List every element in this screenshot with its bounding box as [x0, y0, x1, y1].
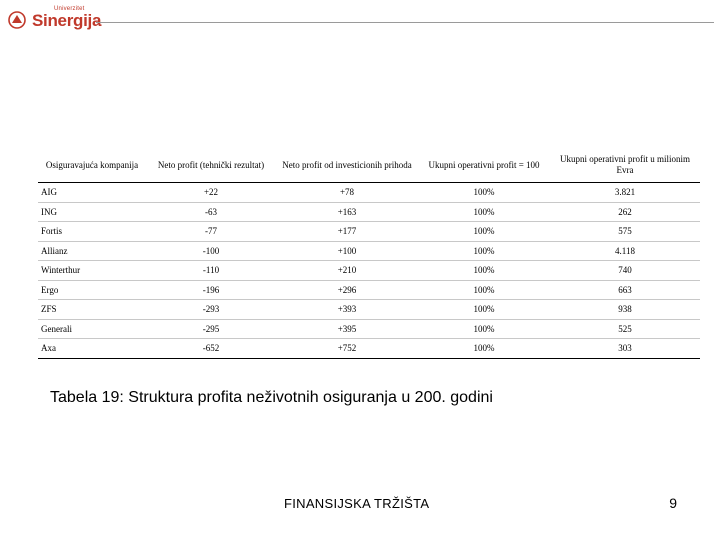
table-row [38, 202, 700, 222]
table-cell: 100% [418, 261, 550, 281]
table-cell: 100% [418, 241, 550, 261]
column-header: Neto profit od investicionih prihoda [276, 148, 418, 183]
table-cell: +296 [276, 280, 418, 300]
table-cell: +395 [276, 319, 418, 339]
table-cell: -295 [146, 319, 276, 339]
column-header: Osiguravajuća kompanija [38, 148, 146, 183]
table-row [38, 241, 700, 261]
table-cell: 100% [418, 339, 550, 359]
table-cell: 100% [418, 280, 550, 300]
table-row [38, 300, 700, 320]
logo-small-text: Univerzitet [54, 6, 85, 12]
table-cell: 262 [550, 202, 700, 222]
table-row [38, 319, 700, 339]
table-cell: +163 [276, 202, 418, 222]
page-number: 9 [669, 495, 677, 511]
company-name-cell: ING [38, 202, 146, 222]
table-row [38, 222, 700, 242]
table-cell: +78 [276, 183, 418, 203]
company-name-cell: Winterthur [38, 261, 146, 281]
table-cell: 575 [550, 222, 700, 242]
table-cell: 525 [550, 319, 700, 339]
table-caption: Tabela 19: Struktura profita neživotnih osiguranja u 200. godini [50, 389, 493, 406]
column-header: Neto profit (tehnički rezultat) [146, 148, 276, 183]
table-row [38, 339, 700, 359]
table-cell: 663 [550, 280, 700, 300]
logo-text: Sinergija [32, 11, 102, 30]
company-name-cell: Allianz [38, 241, 146, 261]
column-header: Ukupni operativni profit u milionim Evra [550, 148, 700, 183]
table-cell: -110 [146, 261, 276, 281]
table-cell: -100 [146, 241, 276, 261]
university-logo [8, 6, 102, 32]
table-cell: +393 [276, 300, 418, 320]
table-cell: +22 [146, 183, 276, 203]
table-cell: -196 [146, 280, 276, 300]
table-cell: 100% [418, 319, 550, 339]
table-cell: +752 [276, 339, 418, 359]
table-cell: 100% [418, 300, 550, 320]
table-cell: 100% [418, 202, 550, 222]
table-cell: +177 [276, 222, 418, 242]
table-body [38, 183, 700, 359]
table-cell: +210 [276, 261, 418, 281]
table-cell: 100% [418, 222, 550, 242]
profit-structure-table [38, 148, 700, 359]
table-cell: 740 [550, 261, 700, 281]
company-name-cell: ZFS [38, 300, 146, 320]
company-name-cell: Fortis [38, 222, 146, 242]
table-cell: +100 [276, 241, 418, 261]
table-cell: 3.821 [550, 183, 700, 203]
table-cell: 4.118 [550, 241, 700, 261]
table-row [38, 261, 700, 281]
table-cell: 100% [418, 183, 550, 203]
company-name-cell: Generali [38, 319, 146, 339]
table-cell: -77 [146, 222, 276, 242]
table-cell: -293 [146, 300, 276, 320]
table-cell: -63 [146, 202, 276, 222]
table-cell: -652 [146, 339, 276, 359]
table-cell: 938 [550, 300, 700, 320]
header-rule [96, 22, 714, 23]
company-name-cell: Axa [38, 339, 146, 359]
company-name-cell: AIG [38, 183, 146, 203]
table-row [38, 280, 700, 300]
table-header-row [38, 148, 700, 183]
table-row [38, 183, 700, 203]
footer-title: FINANSIJSKA TRŽIŠTA [284, 496, 430, 511]
sinergija-logo-icon [8, 11, 26, 29]
column-header: Ukupni operativni profit = 100 [418, 148, 550, 183]
company-name-cell: Ergo [38, 280, 146, 300]
table-cell: 303 [550, 339, 700, 359]
